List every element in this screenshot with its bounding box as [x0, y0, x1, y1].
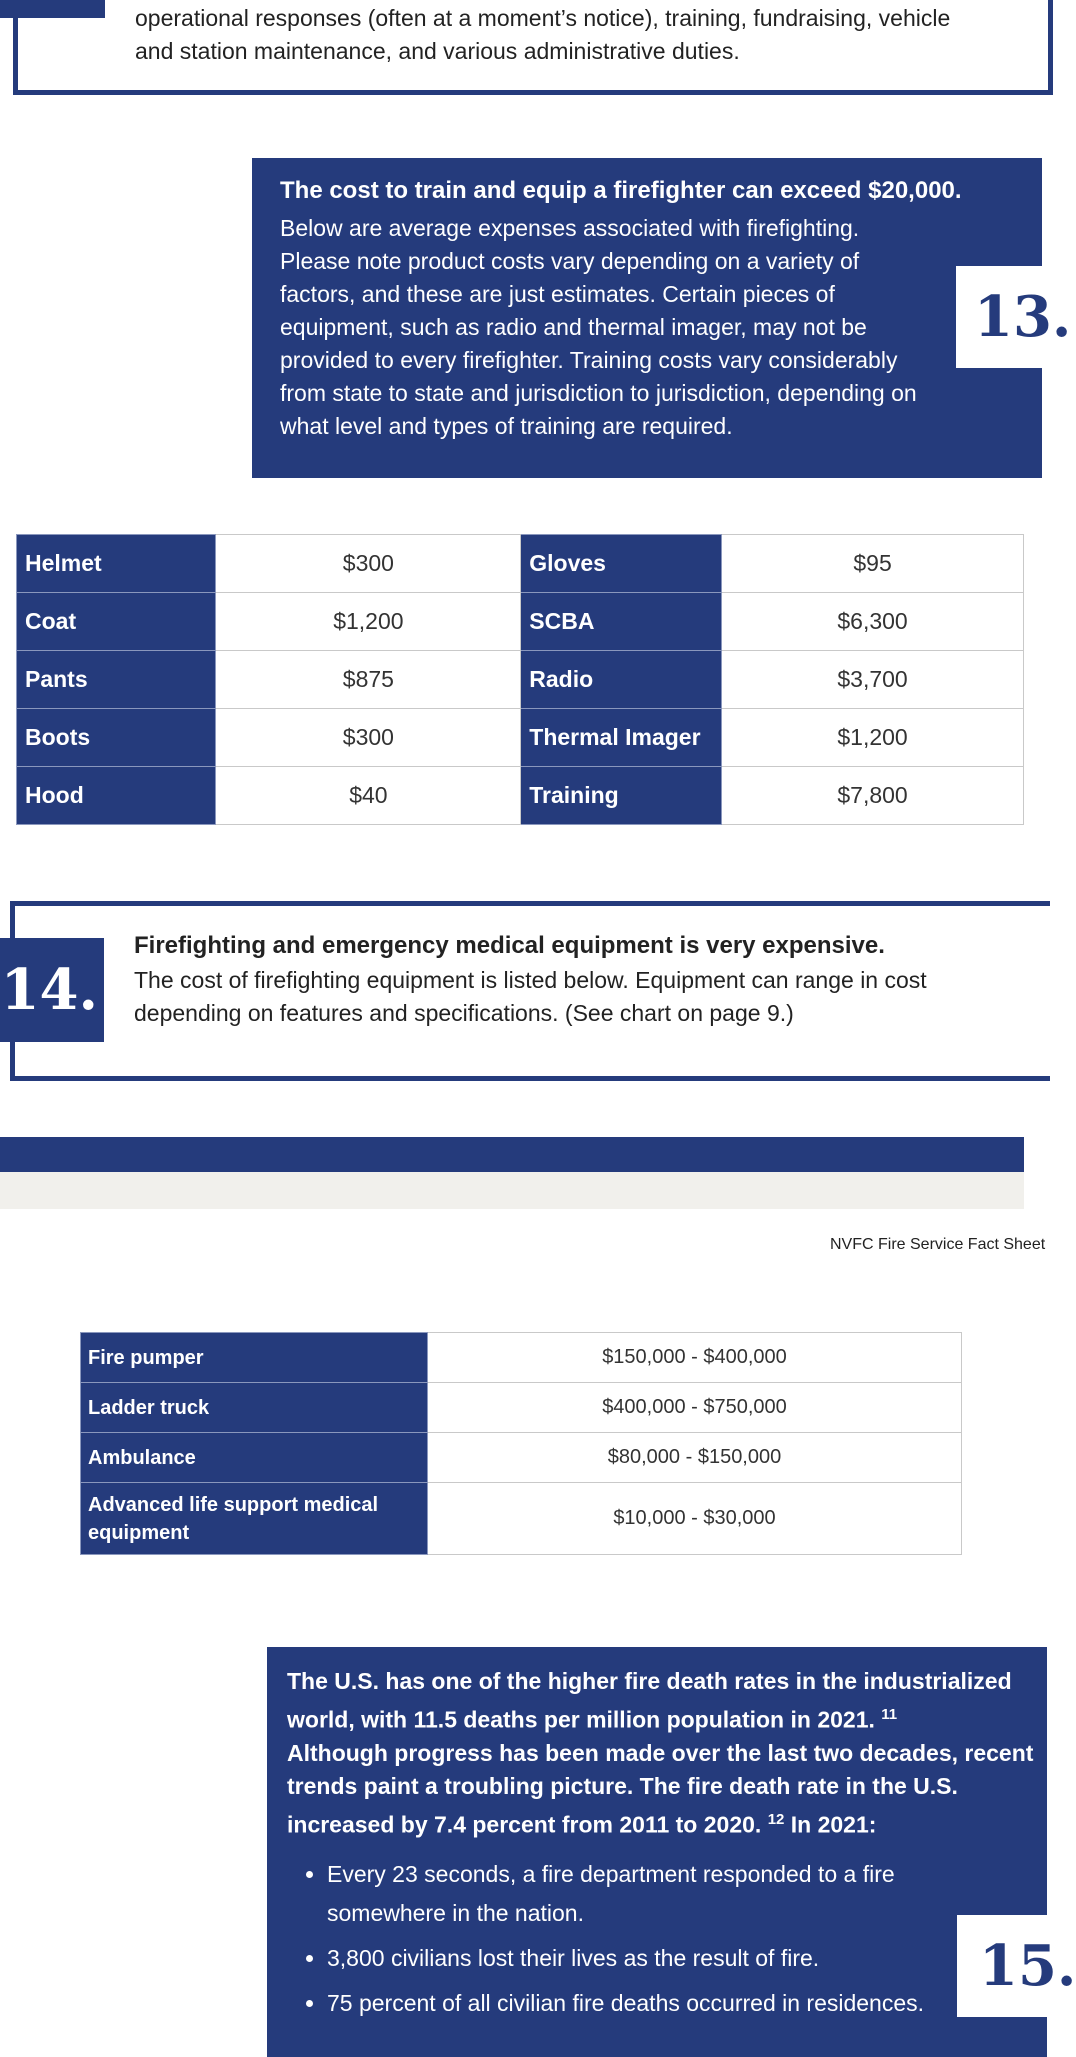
section13-number: 13. [956, 266, 1046, 368]
section15-number: 15. [957, 1915, 1047, 2017]
item-cost: $95 [722, 535, 1024, 593]
section13-panel [252, 158, 1042, 478]
item-cost: $7,800 [722, 767, 1024, 825]
firefighter-costs-table [16, 534, 1024, 825]
item-cost: $300 [216, 709, 521, 767]
section13-paragraph: Below are average expenses associated with firefighting. Please note product costs vary depending on a variety of factors, and these are just estimates. Certain pieces of equipment, such as radio and thermal imager, may not be provided to every firefighter. Training costs vary considerably from state to state and jurisdiction to jurisdiction, depending on what level and types of training are required. [280, 215, 917, 439]
table-row [17, 593, 1024, 651]
table-row [81, 1483, 962, 1555]
item-cost: $875 [216, 651, 521, 709]
equipment-cost: $400,000 - $750,000 [428, 1383, 962, 1433]
list-item: • 3,800 civilians lost their lives as the result of fire. [327, 1939, 947, 1978]
item-label: Coat [17, 593, 216, 651]
equipment-label: Ambulance [81, 1433, 428, 1483]
item-label: Pants [17, 651, 216, 709]
item-label: Training [521, 767, 722, 825]
section14-number: 14. [0, 938, 104, 1042]
table-row [81, 1333, 962, 1383]
equipment-label: Fire pumper [81, 1333, 428, 1383]
list-item: • Every 23 seconds, a fire department responded to a fire somewhere in the nation. [327, 1855, 947, 1933]
heading-part: The U.S. has one of the higher fire death rates in the industrialized world, with 11.5 deaths per million population in 2021. [287, 1668, 1012, 1733]
heading-part: Although progress has been made over the last two decades, recent trends paint a troubling picture. The fire death rate in the U.S. increased by 7.4 percent from 2011 to 2020. [287, 1739, 1034, 1838]
equipment-costs-table [80, 1332, 962, 1555]
section12-paragraph: operational responses (often at a moment’s notice), training, fundraising, vehicle and station maintenance, and various administrative duties. [135, 5, 951, 64]
page-gap [0, 1172, 1024, 1209]
page-header-text: NVFC Fire Service Fact Sheet [830, 1236, 1046, 1253]
item-label: Helmet [17, 535, 216, 593]
table-row [17, 651, 1024, 709]
section14-content [134, 930, 1014, 1030]
footnote-ref: 12 [767, 1810, 785, 1828]
list-item: • 75 percent of all civilian fire deaths occurred in residences. [327, 1984, 947, 2023]
item-cost: $6,300 [722, 593, 1024, 651]
item-label: Radio [521, 651, 722, 709]
table-row [81, 1383, 962, 1433]
item-cost: $300 [216, 535, 521, 593]
section15-heading [287, 1665, 1037, 1841]
footnote-ref: 11 [881, 1706, 898, 1723]
table-row [17, 535, 1024, 593]
equipment-cost: $80,000 - $150,000 [428, 1433, 962, 1483]
item-label: SCBA [521, 593, 722, 651]
item-cost: $40 [216, 767, 521, 825]
section15-bullet-list [287, 1855, 947, 2023]
section14-paragraph: The cost of firefighting equipment is listed below. Equipment can range in cost depending on features and specifications. (See chart on page 9.) [134, 967, 927, 1026]
section15-panel [267, 1647, 1047, 2057]
item-label: Hood [17, 767, 216, 825]
equipment-cost: $10,000 - $30,000 [428, 1483, 962, 1555]
equipment-label: Advanced life support medical equipment [81, 1483, 428, 1555]
table-row [81, 1433, 962, 1483]
item-cost: $3,700 [722, 651, 1024, 709]
item-label: Boots [17, 709, 216, 767]
equipment-cost: $150,000 - $400,000 [428, 1333, 962, 1383]
section13-heading: The cost to train and equip a firefighter can exceed $20,000. [280, 177, 962, 204]
table-row [17, 709, 1024, 767]
item-label: Thermal Imager [521, 709, 722, 767]
item-cost: $1,200 [216, 593, 521, 651]
page-bottom-bar [0, 1137, 1024, 1172]
table-row [17, 767, 1024, 825]
item-cost: $1,200 [722, 709, 1024, 767]
section14-heading: Firefighting and emergency medical equipment is very expensive. [134, 932, 885, 959]
equipment-label: Ladder truck [81, 1383, 428, 1433]
heading-part: In 2021: [790, 1811, 877, 1838]
item-label: Gloves [521, 535, 722, 593]
